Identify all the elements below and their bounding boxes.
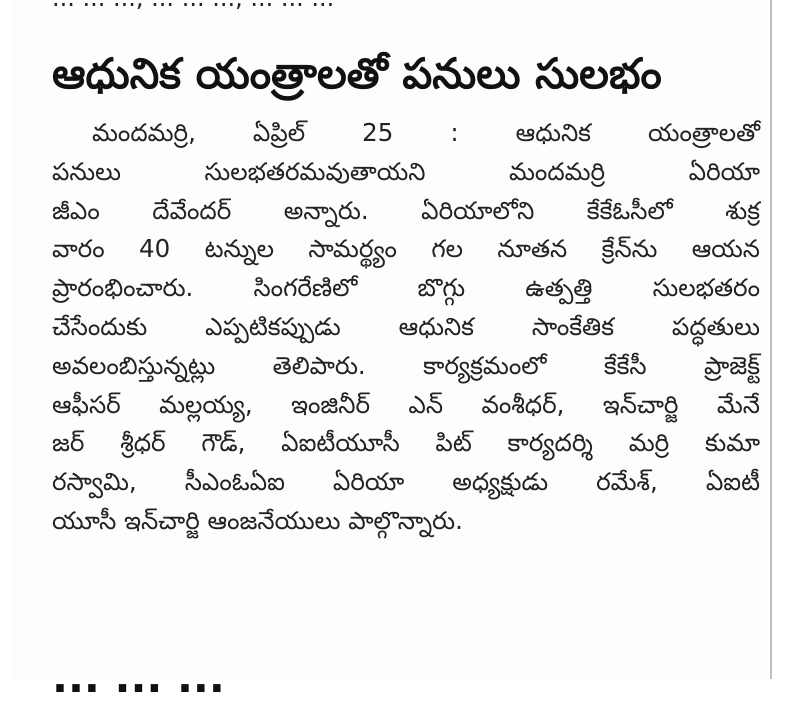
previous-article-tail	[52, 0, 752, 10]
body-line: అవలంబిస్తున్నట్లు తెలిపారు. కార్యక్రమంలో కేకేసీ ప్రాజెక్ట్	[52, 350, 760, 380]
article-body	[52, 114, 760, 541]
body-line: ప్రారంభించారు. సింగరేణిలో బొగ్గు ఉత్పత్తి సులభతరం	[52, 273, 760, 303]
body-line: వారం 40 టన్నుల సామర్థ్యం గల నూతన క్రేన్‌ను ఆయన	[52, 234, 760, 264]
body-line: ఆఫీసర్ మల్లయ్య, ఇంజినీర్ ఎన్ వంశీధర్, ఇన్‌చార్జి మేనే	[52, 389, 760, 419]
body-line: యూసీ ఇన్‌చార్జి ఆంజనేయులు పాల్గొన్నారు.	[52, 505, 463, 535]
body-line: మందమర్రి, ఏప్రిల్ 25 : ఆధునిక యంత్రాలతో	[92, 118, 760, 147]
body-line: జీఎం దేవేందర్ అన్నారు. ఏరియాలోని కేకేఓసీలో శుక్ర	[52, 195, 760, 225]
body-line: రస్వామి, సీఎంఓఏఐ ఏరియా అధ్యక్షుడు రమేశ్, ఏఐటీ	[52, 467, 760, 497]
article-headline: ఆధునిక యంత్రాలతో పనులు సులభం	[52, 49, 662, 98]
body-line: జర్ శ్రీధర్ గౌడ్, ఏఐటీయూసీ పిట్ కార్యదర్శి మర్రి కుమా	[52, 428, 760, 458]
body-line: చేసేందుకు ఎప్పటికప్పుడు ఆధునిక సాంకేతిక పద్ధతులు	[52, 311, 760, 341]
next-article-headline-fragment: ... ... ...	[52, 653, 225, 702]
page-margin	[772, 0, 800, 679]
newspaper-clipping	[12, 0, 774, 702]
body-line: పనులు సులభతరమవుతాయని మందమర్రి ఏరియా	[52, 156, 760, 186]
